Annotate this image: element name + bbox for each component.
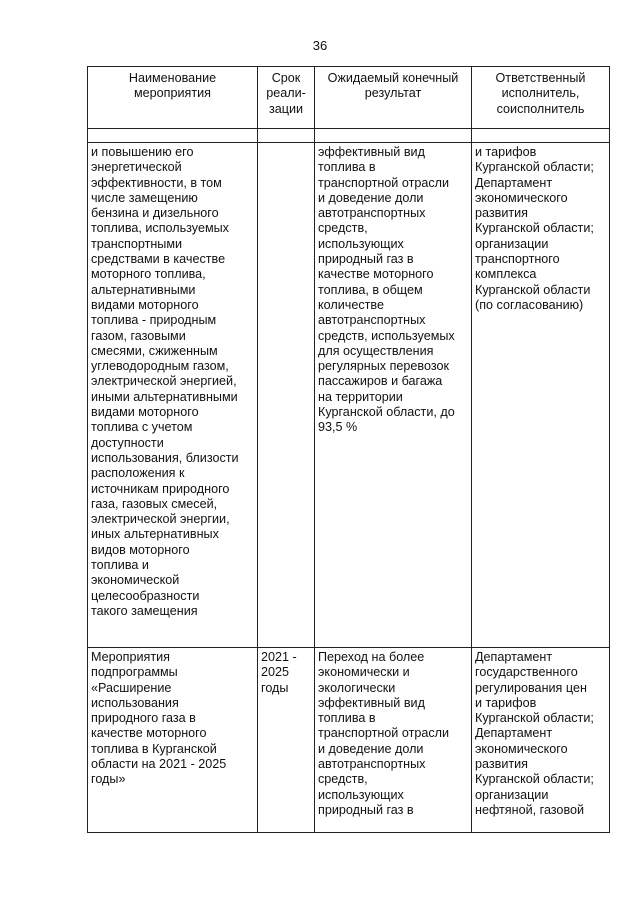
cell-text-line: использующих [318,236,404,251]
cell-text-line: топлива, используемых [91,221,229,236]
cell-text-line: Переход на более [318,650,425,664]
cell-text-line: и тарифов [475,145,537,159]
cell-text-line: соисполнитель [496,101,585,116]
cell-text-line: природный газ в [318,802,414,817]
cell-text-line: экономического [475,741,568,756]
cell-text-line: транспортной отрасли [318,175,450,190]
cell-text-line: иных альтернативных [91,527,219,542]
cell-text-line: 2025 [261,665,290,680]
cell-text-line: доступности [91,435,164,450]
cell-text-line: топлива, в общем [318,282,423,297]
cell-text-line: транспортными [91,236,183,251]
cell-text-line: Мероприятия [91,650,170,664]
cell-text-line: регулярных перевозок [318,359,449,374]
cell-text-line: видами моторного [91,297,199,312]
cell-text-line: средств, [318,772,368,787]
cell-text-line: альтернативными [91,282,196,297]
cell-text-line: энергетической [91,160,182,175]
cell-text-line: такого замещения [91,603,198,618]
cell-text-line: источникам природного [91,481,230,496]
cell-text-line: Курганской области, до [318,405,455,420]
page-number: 36 [312,38,328,53]
gap-cell [472,129,610,143]
cell-text-line: зации [268,101,304,116]
cell-text-line: Курганской области; [475,160,594,175]
row2-period [258,648,315,833]
cell-text-line: экологически [318,680,396,695]
cell-text-line: Департамент [475,175,553,190]
cell-text-line: топлива в [318,160,376,175]
cell-text-line: развития [475,757,528,772]
cell-text-line: (по согласованию) [475,297,584,312]
cell-text-line: 93,5 % [318,420,358,435]
cell-text-line: топлива - природным [91,313,217,328]
cell-text-line: нефтяной, газовой [475,802,585,817]
cell-text-line: иными альтернативными [91,389,238,404]
cell-text-line: «Расширение [91,680,172,695]
cell-text-line: целесообразности [91,588,200,603]
cell-text-line: комплекса [475,267,537,282]
cell-text-line: экономической [91,573,180,588]
cell-text-line: и тарифов [475,695,537,710]
cell-text-line: использования [91,695,179,710]
cell-text-line: организации [475,787,549,802]
header-implementation-period [258,67,315,129]
cell-text-line: подпрограммы [91,665,178,680]
measures-table [87,66,610,833]
cell-text-line: годы [261,680,289,695]
cell-text-line: мероприятия [134,86,211,101]
cell-text-line: эффективный вид [318,695,425,710]
cell-text-line: автотранспортных [318,757,426,772]
cell-text-line: государственного [475,665,578,680]
cell-text-line: и доведение доли [318,190,424,205]
cell-text-line: 2021 - [261,650,297,664]
table-row [88,648,610,833]
cell-text-line: расположения к [91,466,185,481]
cell-text-line: видами моторного [91,405,199,420]
cell-text-line: природного газа в [91,711,196,726]
cell-text-line: качестве моторного [318,267,434,282]
cell-text-line: бензина и дизельного [91,206,219,221]
cell-text-line: Срок [271,71,301,85]
cell-text-line: Курганской области; [475,711,594,726]
cell-text-line: числе замещению [91,190,198,205]
cell-text-line: реали- [266,86,306,101]
cell-text-line: результат [364,86,422,101]
gap-cell [315,129,472,143]
table-row [88,143,610,648]
cell-text-line: организации [475,236,549,251]
cell-text-line: Департамент [475,650,553,664]
cell-text-line: автотранспортных [318,313,426,328]
row1-responsible [472,143,610,648]
cell-text-line: средств, [318,221,368,236]
cell-text-line: топлива в [318,711,376,726]
cell-text-line: Курганской области; [475,772,594,787]
cell-text-line: средствами в качестве [91,252,226,267]
row1-measure-name [88,143,258,648]
cell-text-line: пассажиров и багажа [318,374,443,389]
cell-text-line: развития [475,206,528,221]
cell-text-line: эффективности, в том [91,175,222,190]
cell-text-line: автотранспортных [318,206,426,221]
table-header-row [88,67,610,129]
header-gap-row [88,129,610,143]
row1-expected-result [315,143,472,648]
cell-text-line: видов моторного [91,542,190,557]
cell-text-line: природный газ в [318,252,414,267]
cell-text-line: газа, газовых смесей, [91,496,218,511]
cell-text-line: использующих [318,787,404,802]
cell-text-line: исполнитель, [501,86,580,101]
cell-text-line: смесями, сжиженным [91,343,218,358]
cell-text-line: и повышению его [91,145,194,159]
cell-text-line: для осуществления [318,343,434,358]
cell-text-line: транспортной отрасли [318,726,450,741]
header-responsible-executor [472,67,610,129]
cell-text-line: электрической энергии, [91,512,230,527]
row1-period [258,143,315,648]
cell-text-line: электрической энергией, [91,374,237,389]
row2-responsible [472,648,610,833]
cell-text-line: области на 2021 - 2025 [91,757,227,772]
cell-text-line: топлива с учетом [91,420,193,435]
cell-text-line: эффективный вид [318,145,425,159]
gap-cell [258,129,315,143]
header-measure-name [88,67,258,129]
row2-expected-result [315,648,472,833]
cell-text-line: газом, газовыми [91,328,186,343]
cell-text-line: топлива и [91,558,149,573]
cell-text-line: Наименование [128,71,217,85]
cell-text-line: на территории [318,389,403,404]
cell-text-line: Ответственный [495,71,586,85]
cell-text-line: качестве моторного [91,726,207,741]
cell-text-line: использования, близости [91,450,239,465]
cell-text-line: Департамент [475,726,553,741]
cell-text-line: годы» [91,772,126,787]
cell-text-line: экономического [475,190,568,205]
cell-text-line: и доведение доли [318,741,424,756]
cell-text-line: Ожидаемый конечный [327,71,459,85]
cell-text-line: Курганской области; [475,221,594,236]
row2-measure-name [88,648,258,833]
cell-text-line: экономически и [318,665,410,680]
gap-cell [88,129,258,143]
cell-text-line: количестве [318,297,384,312]
cell-text-line: моторного топлива, [91,267,206,282]
cell-text-line: Курганской области [475,282,591,297]
header-expected-result [315,67,472,129]
cell-text-line: средств, используемых [318,328,455,343]
cell-text-line: регулирования цен [475,680,587,695]
cell-text-line: топлива в Курганской [91,741,217,756]
cell-text-line: транспортного [475,252,560,267]
cell-text-line: углеводородным газом, [91,359,229,374]
